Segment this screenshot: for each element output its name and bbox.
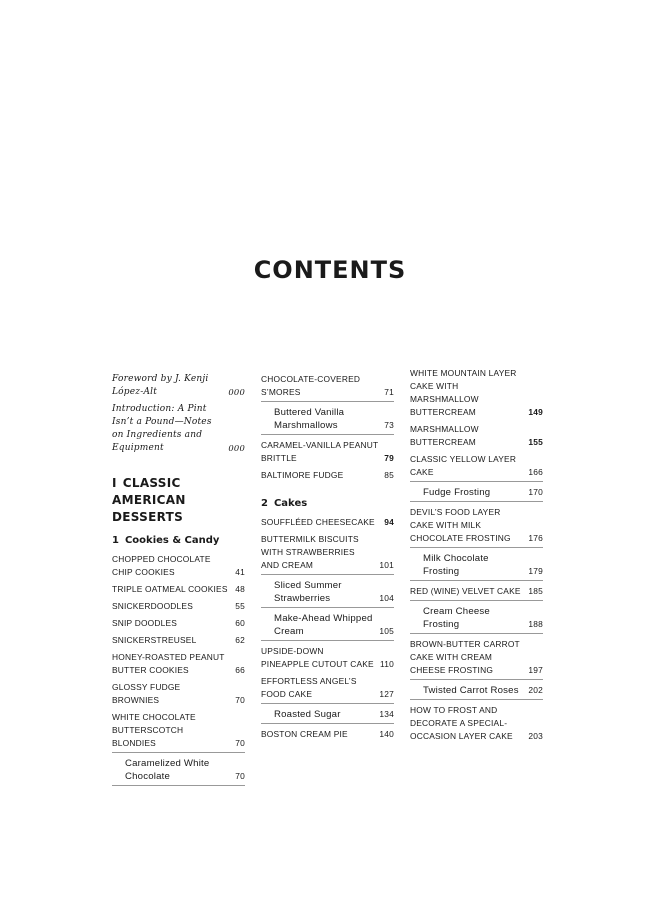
toc-subentry[interactable] [261,579,394,608]
entry-title: Roasted Sugar [274,709,341,720]
entry-page: 176 [528,533,543,543]
toc-entry[interactable] [410,585,543,601]
entry-page: 170 [528,487,543,497]
chapter-number: 2 [261,498,268,509]
entry-title: Sliced Summer Strawberries [274,580,342,604]
entry-title: DEVIL’S FOOD LAYER CAKE WITH MILK CHOCOLATE FROSTING [410,507,511,543]
entry-page: 73 [384,420,394,430]
entry-title: Make-Ahead Whipped Cream [274,613,373,637]
toc-subentry[interactable] [410,684,543,700]
entry-title: GLOSSY FUDGE BROWNIES [112,682,181,705]
entry-title: HONEY-ROASTED PEANUT BUTTER COOKIES [112,652,225,675]
chapter-heading [261,498,394,509]
toc-entry[interactable] [261,675,394,704]
entry-title: BUTTERMILK BISCUITS WITH STRAWBERRIES AND CREAM [261,534,359,570]
chapter-title: Cakes [273,498,308,509]
toc-entry[interactable] [112,553,245,579]
toc-entry[interactable] [112,583,245,596]
entry-page: 66 [235,665,245,675]
entry-title: Caramelized White Chocolate [125,758,210,782]
entry-title: SNIP DOODLES [112,618,178,628]
entry-page: 60 [235,618,245,628]
toc-entry[interactable] [261,645,394,671]
entry-page: 101 [379,560,394,570]
entry-page: 140 [379,729,394,739]
toc-subentry[interactable] [261,406,394,435]
entry-title: SNICKERDOODLES [112,601,193,611]
toc-entry[interactable] [261,516,394,529]
toc-column-1 [112,373,245,790]
entry-title: CARAMEL-VANILLA PEANUT BRITTLE [261,440,379,463]
entry-page: 127 [379,689,394,699]
entry-page: 48 [235,584,245,594]
entry-title: WHITE CHOCOLATE BUTTERSCOTCH BLONDIES [112,712,196,748]
entry-page: 85 [384,470,394,480]
entry-page: 105 [379,626,394,636]
entry-title: Twisted Carrot Roses [423,685,519,696]
part-number: I [112,476,117,490]
toc-column-2 [261,373,394,745]
chapter-heading [112,535,245,546]
entry-page: 70 [235,695,245,705]
entry-page: 134 [379,709,394,719]
entry-page: 110 [380,659,394,669]
entry-title: UPSIDE-DOWN PINEAPPLE CUTOUT CAKE [261,646,374,669]
entry-page: 79 [384,453,394,463]
entry-title: CHOPPED CHOCOLATE CHIP COOKIES [112,554,211,577]
toc-entry[interactable] [410,704,543,743]
entry-page: 41 [235,567,245,577]
entry-title: MARSHMALLOW BUTTERCREAM [410,424,479,447]
entry-title: SOUFFLÉED CHEESECAKE [261,517,375,527]
entry-page: 94 [384,517,394,527]
entry-page: 185 [528,586,543,596]
entry-page: 70 [235,738,245,748]
toc-subentry[interactable] [261,708,394,724]
entry-title: Milk Chocolate Frosting [423,553,489,577]
entry-page: 155 [528,437,543,447]
entry-title: HOW TO FROST AND DECORATE A SPECIAL-OCCASION LAYER CAKE [410,705,513,741]
toc-entry[interactable] [112,600,245,613]
entry-title: Fudge Frosting [423,487,491,498]
part-heading [112,475,245,526]
toc-subentry[interactable] [410,605,543,634]
entry-title: BROWN-BUTTER CARROT CAKE WITH CREAM CHEESE FROSTING [410,639,520,675]
entry-title: Buttered Vanilla Marshmallows [274,407,345,431]
entry-page: 000 [228,387,245,397]
entry-title: SNICKERSTREUSEL [112,635,197,645]
toc-entry[interactable] [410,506,543,548]
entry-page: 202 [528,685,543,695]
entry-title: TRIPLE OATMEAL COOKIES [112,584,228,594]
entry-title: EFFORTLESS ANGEL’S FOOD CAKE [261,676,357,699]
toc-column-3 [410,367,543,747]
toc-entry[interactable] [410,423,543,449]
toc-entry[interactable] [261,728,394,741]
toc-entry[interactable] [112,651,245,677]
entry-page: 203 [528,731,543,741]
toc-entry[interactable] [261,533,394,575]
entry-title: CLASSIC YELLOW LAYER CAKE [410,454,517,477]
entry-page: 179 [528,566,543,576]
toc-entry[interactable] [410,367,543,419]
part-title: CLASSIC AMERICAN DESSERTS [112,476,186,524]
entry-title: Introduction: A Pint Isn’t a Pound—Notes on Ingredients and Equipment [112,404,212,453]
toc-subentry[interactable] [410,486,543,502]
toc-entry[interactable] [112,711,245,753]
toc-entry-introduction[interactable] [112,403,245,455]
toc-entry-foreword[interactable] [112,373,245,399]
entry-title: BOSTON CREAM PIE [261,729,348,739]
chapter-number: 1 [112,535,119,546]
entry-page: 197 [528,665,543,675]
entry-page: 166 [528,467,543,477]
toc-entry[interactable] [410,638,543,680]
entry-title: BALTIMORE FUDGE [261,470,344,480]
entry-title: WHITE MOUNTAIN LAYER CAKE WITH MARSHMALLOW BUTTERCREAM [410,368,517,417]
entry-title: Foreword by J. Kenji López-Alt [112,374,209,397]
toc-entry[interactable] [112,634,245,647]
entry-title: CHOCOLATE-COVERED S’MORES [261,374,361,397]
toc-entry[interactable] [261,439,394,465]
entry-title: RED (WINE) VELVET CAKE [410,586,521,596]
entry-page: 55 [235,601,245,611]
entry-page: 62 [235,635,245,645]
entry-page: 70 [235,771,245,781]
toc-subentry[interactable] [112,757,245,786]
toc-subentry[interactable] [261,612,394,641]
entry-page: 000 [228,443,245,453]
toc-entry[interactable] [112,681,245,707]
toc-subentry[interactable] [410,552,543,581]
entry-page: 71 [384,387,394,397]
entry-title: Cream Cheese Frosting [423,606,490,630]
chapter-title: Cookies & Candy [124,535,220,546]
toc-entry[interactable] [410,453,543,482]
entry-page: 188 [528,619,543,629]
entry-page: 149 [528,407,543,417]
toc-entry[interactable] [261,373,394,402]
page-title: CONTENTS [253,256,407,284]
toc-entry[interactable] [261,469,394,482]
toc-entry[interactable] [112,617,245,630]
entry-page: 104 [379,593,394,603]
